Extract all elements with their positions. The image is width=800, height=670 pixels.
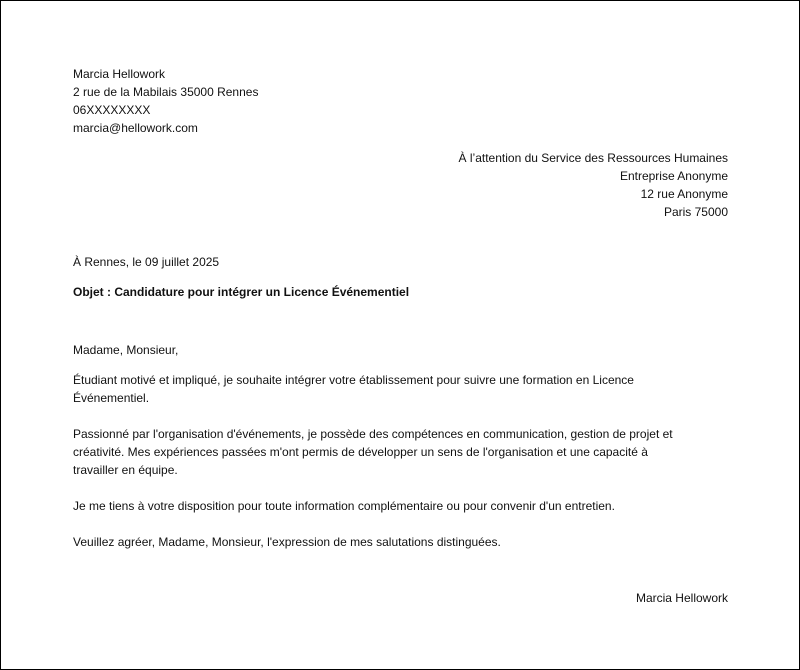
paragraph-line: Événementiel.: [73, 391, 150, 405]
paragraph-4: [73, 533, 728, 551]
paragraph-line: Étudiant motivé et impliqué, je souhaite intégrer votre établissement pour suivre une formation en Licence: [73, 373, 634, 387]
paragraph-line: travailler en équipe.: [73, 463, 178, 477]
paragraph-line: Passionné par l'organisation d'événements, je possède des compétences en communication, gestion de projet et: [73, 427, 673, 441]
recipient-company: Entreprise Anonyme: [619, 169, 728, 183]
paragraph-line: Je me tiens à votre disposition pour toute information complémentaire ou pour convenir d'un entretien.: [73, 499, 615, 513]
letter-content: [73, 65, 728, 607]
greeting: Madame, Monsieur,: [73, 343, 179, 357]
paragraph-2: [73, 425, 728, 479]
recipient-block: [73, 149, 728, 221]
recipient-attention: À l’attention du Service des Ressources Humaines: [458, 151, 728, 165]
sender-phone: 06XXXXXXXX: [73, 103, 151, 117]
sender-address: 2 rue de la Mabilais 35000 Rennes: [73, 85, 259, 99]
recipient-street: 12 rue Anonyme: [640, 187, 728, 201]
sender-name: Marcia Hellowork: [73, 67, 166, 81]
paragraph-1: [73, 371, 728, 407]
paragraph-3: [73, 497, 728, 515]
sender-email: marcia@hellowork.com: [73, 121, 198, 135]
sender-block: [73, 65, 728, 137]
paragraph-line: créativité. Mes expériences passées m'ont permis de développer un sens de l'organisation et une capacité à: [73, 445, 648, 459]
signature: Marcia Hellowork: [635, 591, 728, 605]
subject-line: Objet : Candidature pour intégrer un Licence Événementiel: [73, 285, 410, 299]
date-line: À Rennes, le 09 juillet 2025: [73, 255, 220, 269]
paragraph-line: Veuillez agréer, Madame, Monsieur, l'expression de mes salutations distinguées.: [73, 535, 501, 549]
recipient-city: Paris 75000: [663, 205, 728, 219]
